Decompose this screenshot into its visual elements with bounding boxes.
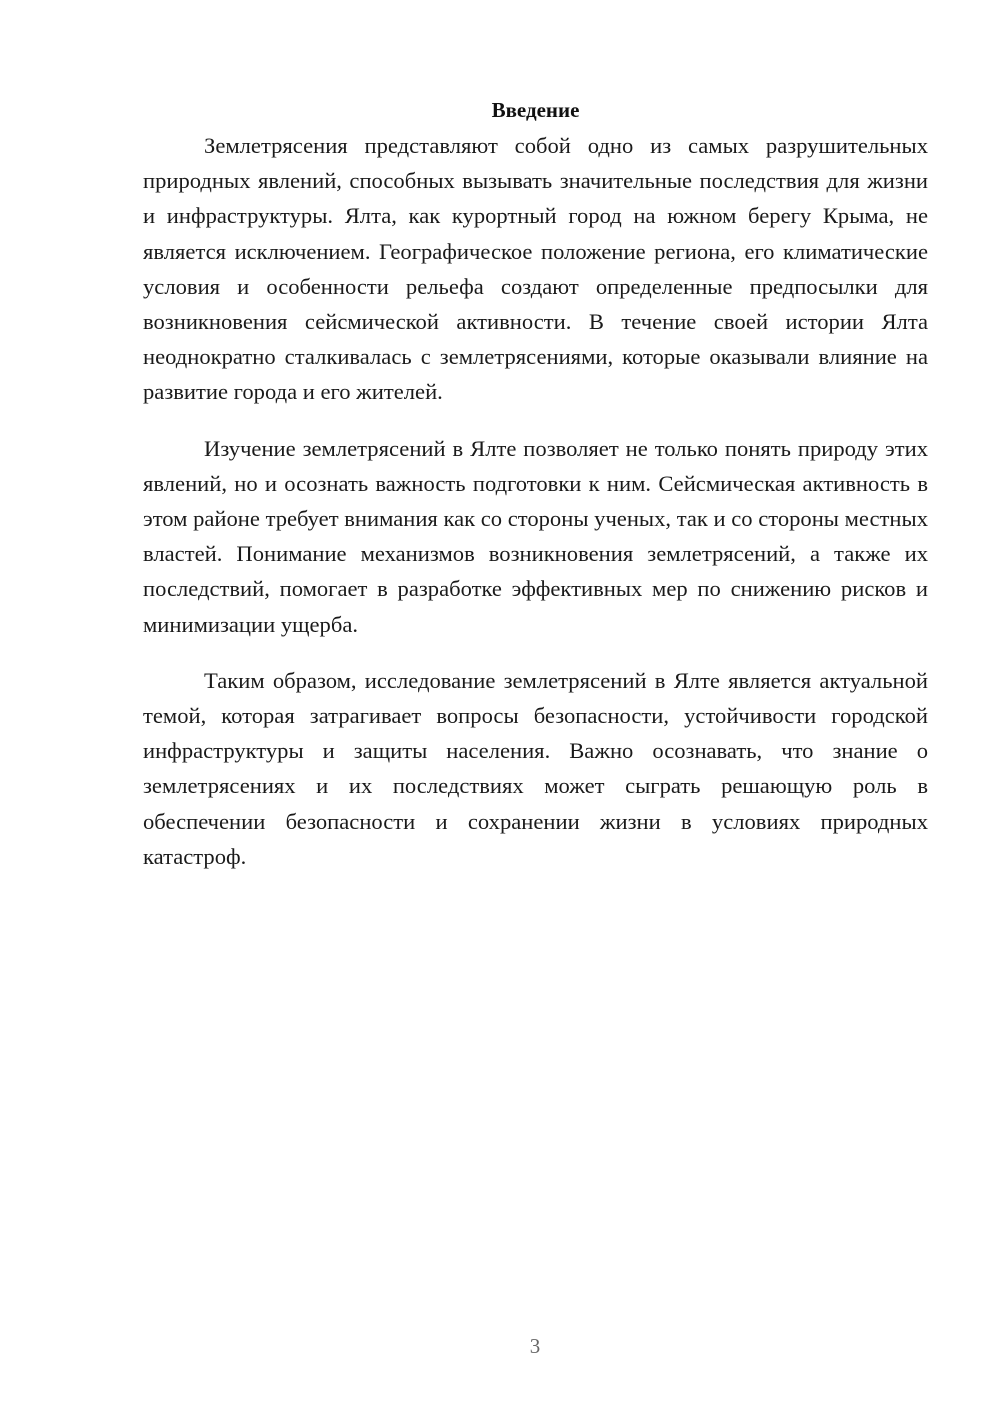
- paragraph-3: Таким образом, исследование землетрясений в Ялте является актуальной темой, которая затрагивает вопросы безопасности, устойчивости городской инфраструктуры и защиты населения. Важно осознавать, что знание о землетрясениях и их последствиях может сыграть решающую роль в обеспечении безопасности и сохранении жизни в условиях природных катастроф.: [143, 667, 928, 869]
- page-number: 3: [529, 1334, 541, 1358]
- paragraph-2: Изучение землетрясений в Ялте позволяет не только понять природу этих явлений, но и осознать важность подготовки к ним. Сейсмическая активность в этом районе требует внимания как со стороны ученых, так и со стороны местных властей. Понимание механизмов возникновения землетрясений, а также их последствий, помогает в разработке эффективных мер по снижению рисков и минимизации ущерба.: [143, 435, 928, 637]
- paragraph-1: Землетрясения представляют собой одно из самых разрушительных природных явлений, способных вызывать значительные последствия для жизни и инфраструктуры. Ялта, как курортный город на южном берегу Крыма, не является исключением. Географическое положение региона, его климатические условия и особенности рельефа создают определенные предпосылки для возникновения сейсмической активности. В течение своей истории Ялта неоднократно сталкивалась с землетрясениями, которые оказывали влияние на развитие города и его жителей.: [143, 133, 928, 405]
- section-title: Введение: [491, 98, 580, 122]
- page-content: [143, 93, 928, 895]
